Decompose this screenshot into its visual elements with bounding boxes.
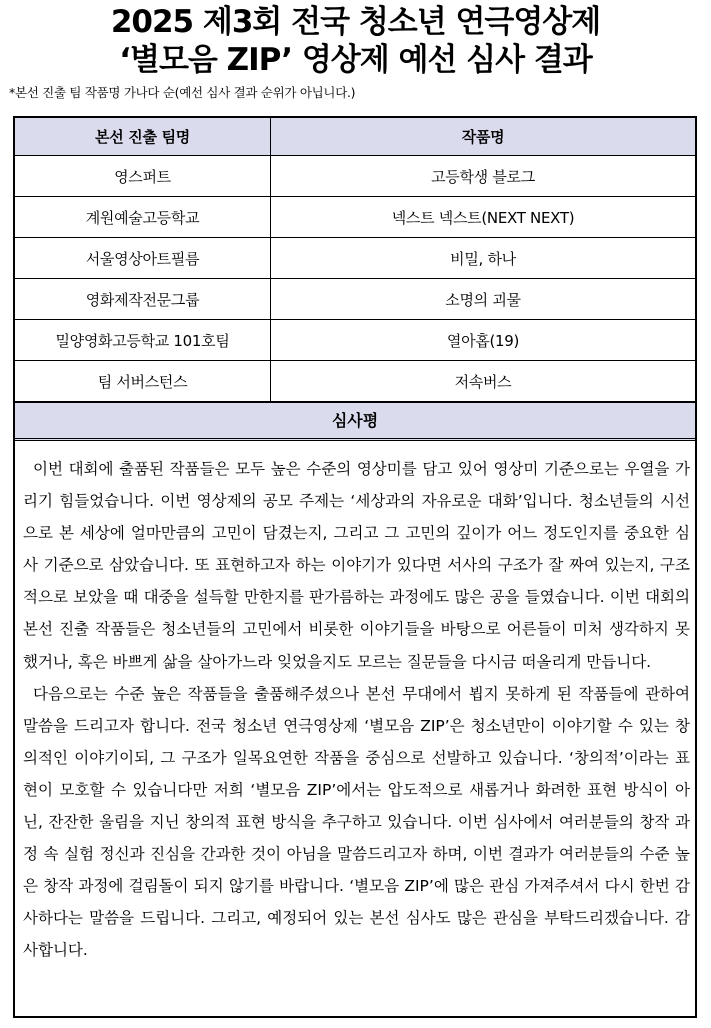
team-name-cell: 팀 서버스턴스	[15, 361, 271, 402]
table-row	[15, 279, 695, 320]
column-header-team: 본선 진출 팀명	[15, 118, 271, 156]
table-row	[15, 320, 695, 361]
team-name-cell: 영스퍼트	[15, 156, 271, 197]
work-title-cell: 넥스트 넥스트(NEXT NEXT)	[271, 197, 696, 238]
team-name-cell: 계원예술고등학교	[15, 197, 271, 238]
review-paragraph: 다음으로는 수준 높은 작품들을 출품해주셨으나 본선 무대에서 뵙지 못하게 된 작품들에 관하여 말씀을 드리고자 합니다. 전국 청소년 연극영상제 ‘별모음 ZIP’은 청소년만이 이야기할 수 있는 창의적인 이야기이되, 그 구조가 일목요연한 작품을 중심으로 선발하고 있습니다. ‘창의적’이라는 표현이 모호할 수 있습니다만 저희 ‘별모음 ZIP’에서는 압도적으로 새롭거나 화려한 표현 방식이 아닌, 잔잔한 울림을 지닌 창의적 표현 방식을 추구하고 있습니다. 이번 심사에서 여러분들의 창작 과정 속 실험 정신과 진심을 간과한 것이 아님을 말씀드리고자 하며, 이번 결과가 여러분들의 수준 높은 창작 과정에 걸림돌이 되지 않기를 바랍니다. ‘별모음 ZIP’에 많은 관심 가져주셔서 다시 한번 감사하다는 말씀을 드립니다. 그리고, 예정되어 있는 본선 심사도 많은 관심을 부탁드리겠습니다. 감사합니다.	[23, 684, 690, 960]
table-row	[15, 361, 695, 402]
review-heading: 심사평	[15, 402, 695, 441]
table-row	[15, 197, 695, 238]
column-header-work: 작품명	[271, 118, 696, 156]
work-title-cell: 고등학생 블로그	[271, 156, 696, 197]
review-body	[23, 453, 690, 967]
team-name-cell: 밀양영화고등학교 101호팀	[15, 320, 271, 361]
title-line-2: ‘별모음 ZIP’ 영상제 예선 심사 결과	[119, 42, 592, 78]
table-header-row	[15, 118, 695, 156]
order-note: *본선 진출 팀 작품명 가나다 순(예선 심사 결과 순위가 아닙니다.)	[9, 85, 356, 100]
table-row	[15, 156, 695, 197]
work-title-cell: 비밀, 하나	[271, 238, 696, 279]
title-line-1: 2025 제3회 전국 청소년 연극영상제	[110, 4, 601, 40]
results-table	[15, 118, 695, 402]
work-title-cell: 열아홉(19)	[271, 320, 696, 361]
review-paragraph: 이번 대회에 출품된 작품들은 모두 높은 수준의 영상미를 담고 있어 영상미 기준으로는 우열을 가리기 힘들었습니다. 이번 영상제의 공모 주제는 ‘세상과의 자유로운 대화’입니다. 청소년들의 시선으로 본 세상에 얼마만큼의 고민이 담겼는지, 그리고 그 고민의 깊이가 어느 정도인지를 중요한 심사 기준으로 삼았습니다. 또 표현하고자 하는 이야기가 있다면 서사의 구조가 잘 짜여 있는지, 구조적으로 보았을 때 대중을 설득할 만한지를 판가름하는 과정에도 많은 공을 들였습니다. 이번 대회의 본선 진출 작품들은 청소년들의 고민에서 비롯한 이야기들을 바탕으로 어른들이 미처 생각하지 못했거나, 혹은 바쁘게 삶을 살아가느라 잊었을지도 모르는 질문들을 다시금 떠올리게 만듭니다.	[23, 460, 690, 671]
work-title-cell: 저속버스	[271, 361, 696, 402]
team-name-cell: 영화제작전문그룹	[15, 279, 271, 320]
team-name-cell: 서울영상아트필름	[15, 238, 271, 279]
work-title-cell: 소명의 괴물	[271, 279, 696, 320]
table-row	[15, 238, 695, 279]
